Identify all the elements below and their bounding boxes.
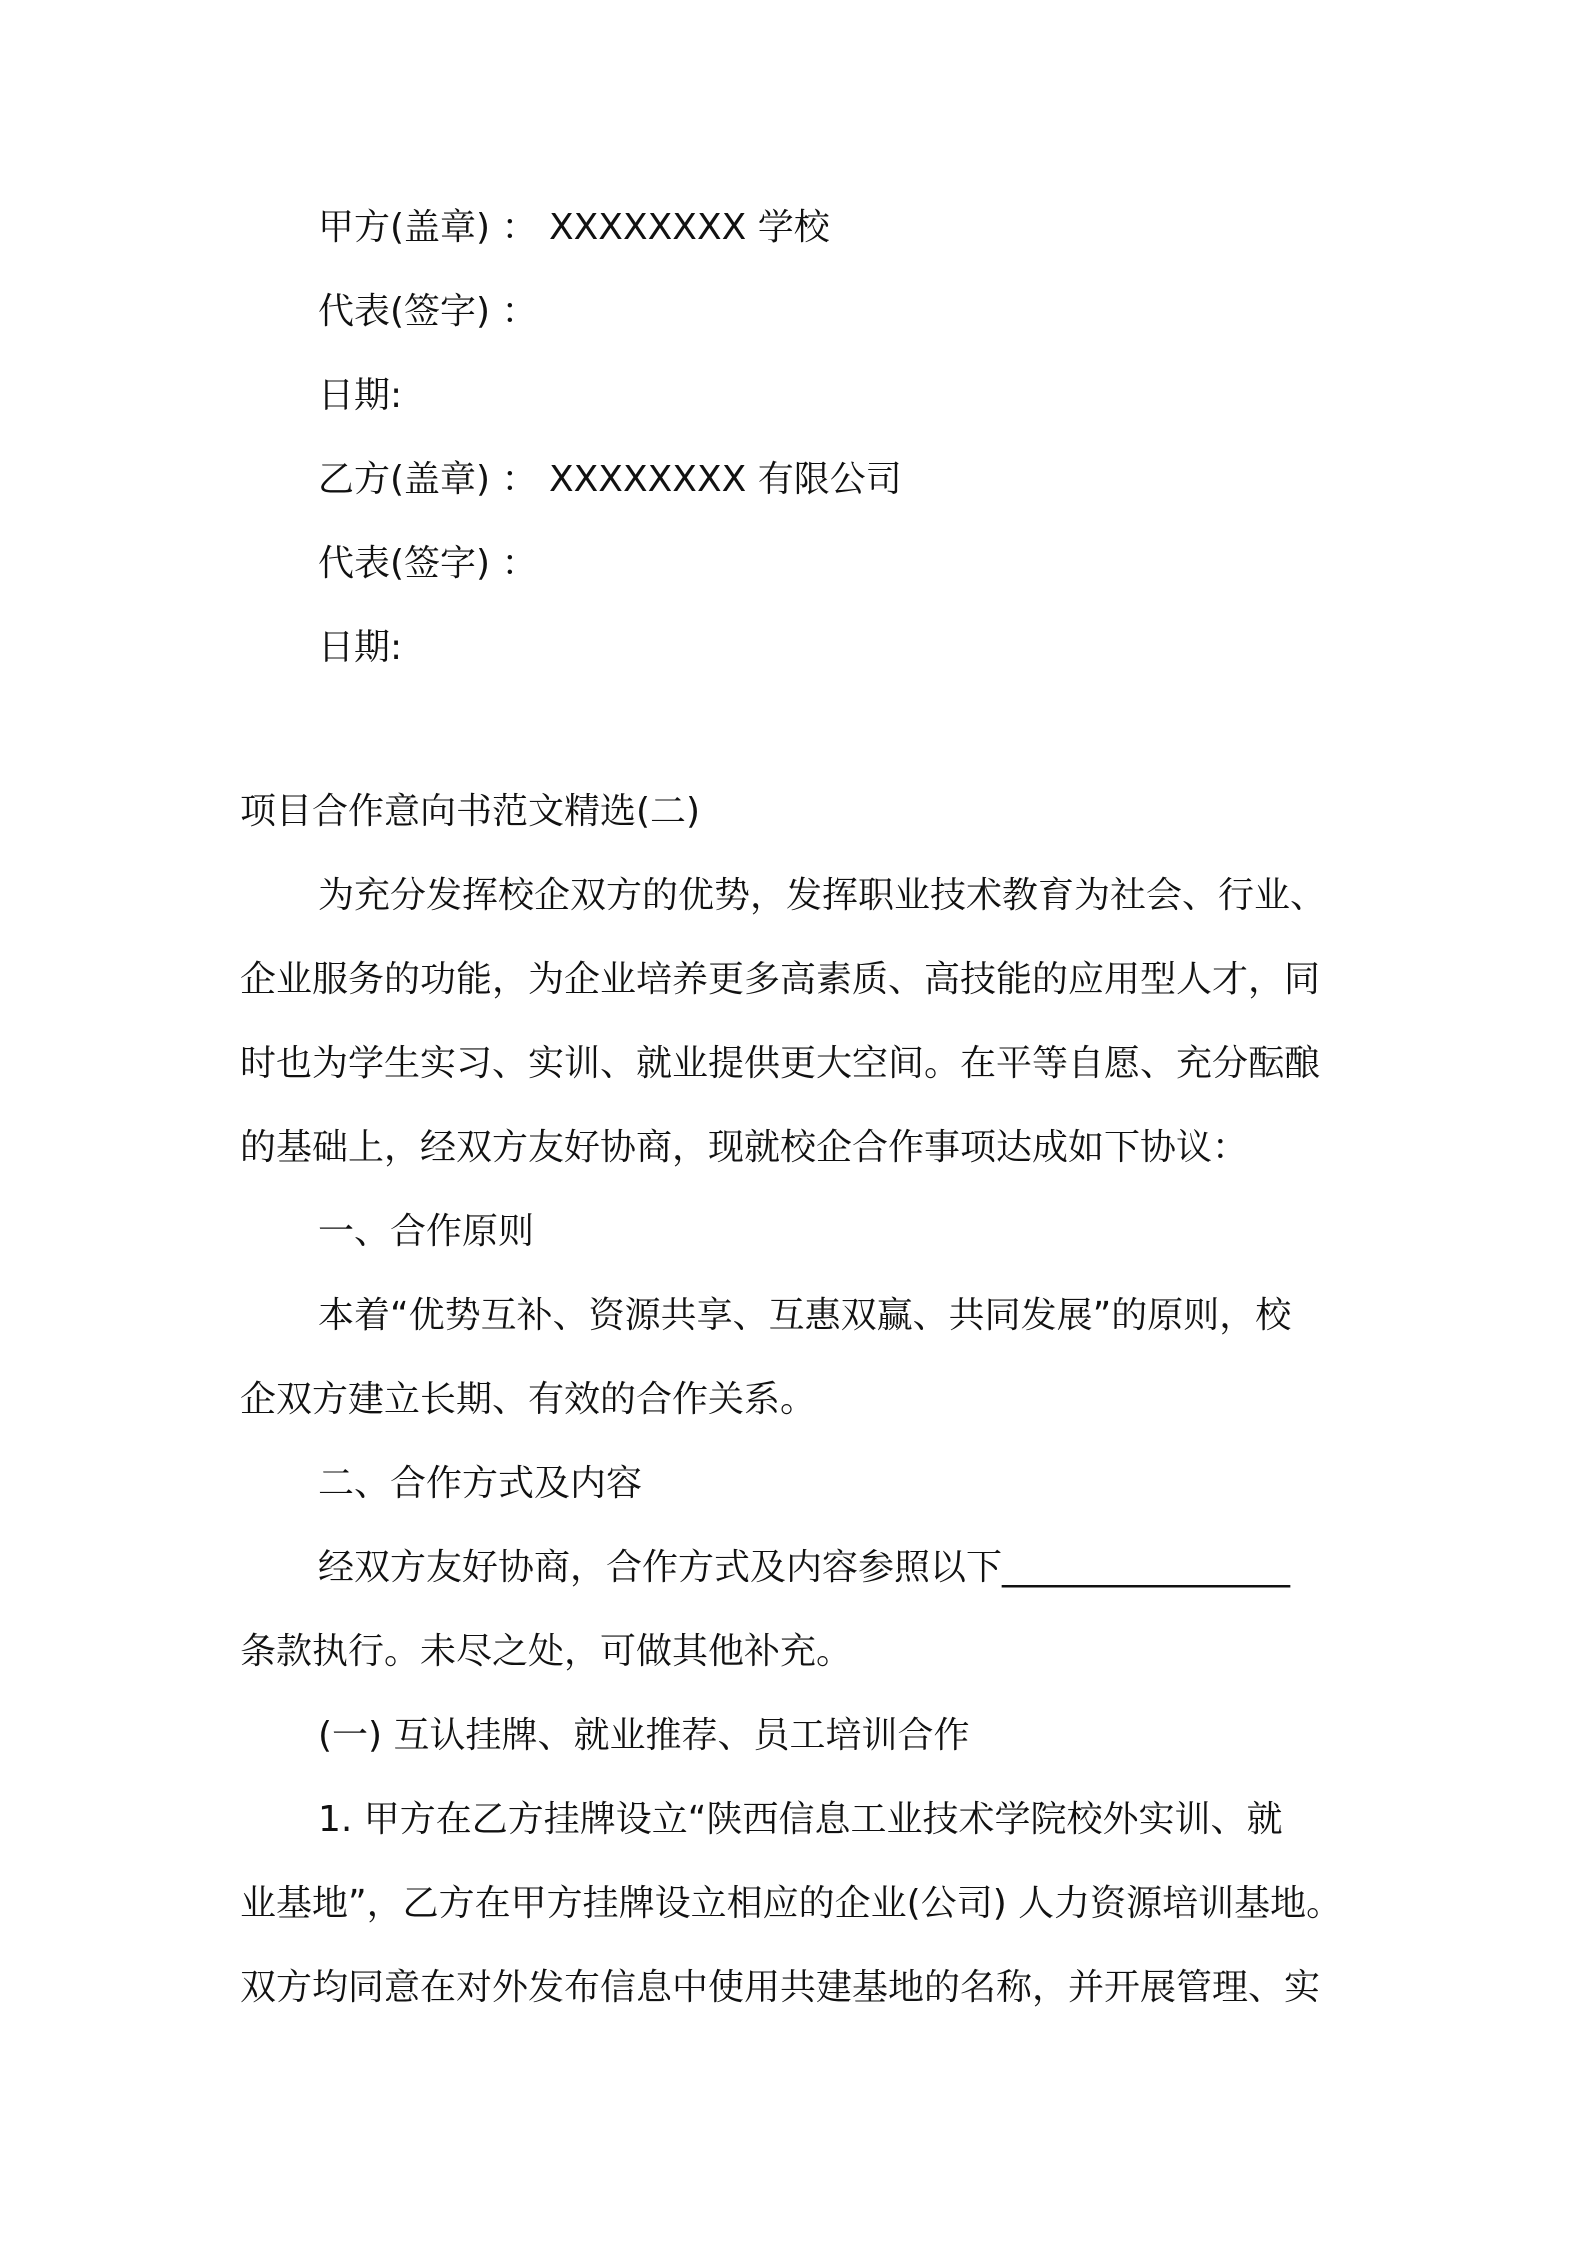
principle-line: 企双方建立长期、有效的合作关系。 xyxy=(240,1379,817,1420)
item-line: 业基地”，乙方在甲方挂牌设立相应的企业(公司) 人力资源培训基地。 xyxy=(240,1883,1343,1924)
intro-line: 为充分发挥校企双方的优势，发挥职业技术教育为社会、行业、 xyxy=(318,875,1327,916)
item-line: 1. 甲方在乙方挂牌设立“陕西信息工业技术学院校外实训、就 xyxy=(318,1799,1283,1840)
party-b-date-line: 日期: xyxy=(318,627,403,668)
heading-cooperation-methods: 二、合作方式及内容 xyxy=(318,1463,643,1504)
method-line: 经双方友好协商，合作方式及内容参照以下________________ xyxy=(318,1547,1291,1588)
party-b-seal-line: 乙方(盖章) ： XXXXXXXX 有限公司 xyxy=(318,459,902,500)
intro-line: 时也为学生实习、实训、就业提供更大空间。在平等自愿、充分酝酿 xyxy=(240,1043,1321,1084)
heading-cooperation-principles: 一、合作原则 xyxy=(318,1211,535,1252)
party-a-date-line: 日期: xyxy=(318,375,403,416)
section-title: 项目合作意向书范文精选(二) xyxy=(240,791,701,832)
intro-line: 的基础上，经双方友好协商，现就校企合作事项达成如下协议： xyxy=(240,1127,1249,1168)
method-line: 条款执行。未尽之处，可做其他补充。 xyxy=(240,1631,853,1672)
party-a-seal-line: 甲方(盖章) ： XXXXXXXX 学校 xyxy=(318,207,830,248)
item-line: 双方均同意在对外发布信息中使用共建基地的名称，并开展管理、实 xyxy=(240,1967,1321,2008)
intro-line: 企业服务的功能，为企业培养更多高素质、高技能的应用型人才，同 xyxy=(240,959,1321,1000)
party-a-representative-line: 代表(签字) ： xyxy=(318,291,538,332)
party-b-representative-line: 代表(签字) ： xyxy=(318,543,538,584)
subheading-mutual-branding: (一) 互认挂牌、就业推荐、员工培训合作 xyxy=(318,1715,970,1756)
principle-line: 本着“优势互补、资源共享、互惠双赢、共同发展”的原则，校 xyxy=(318,1295,1292,1336)
